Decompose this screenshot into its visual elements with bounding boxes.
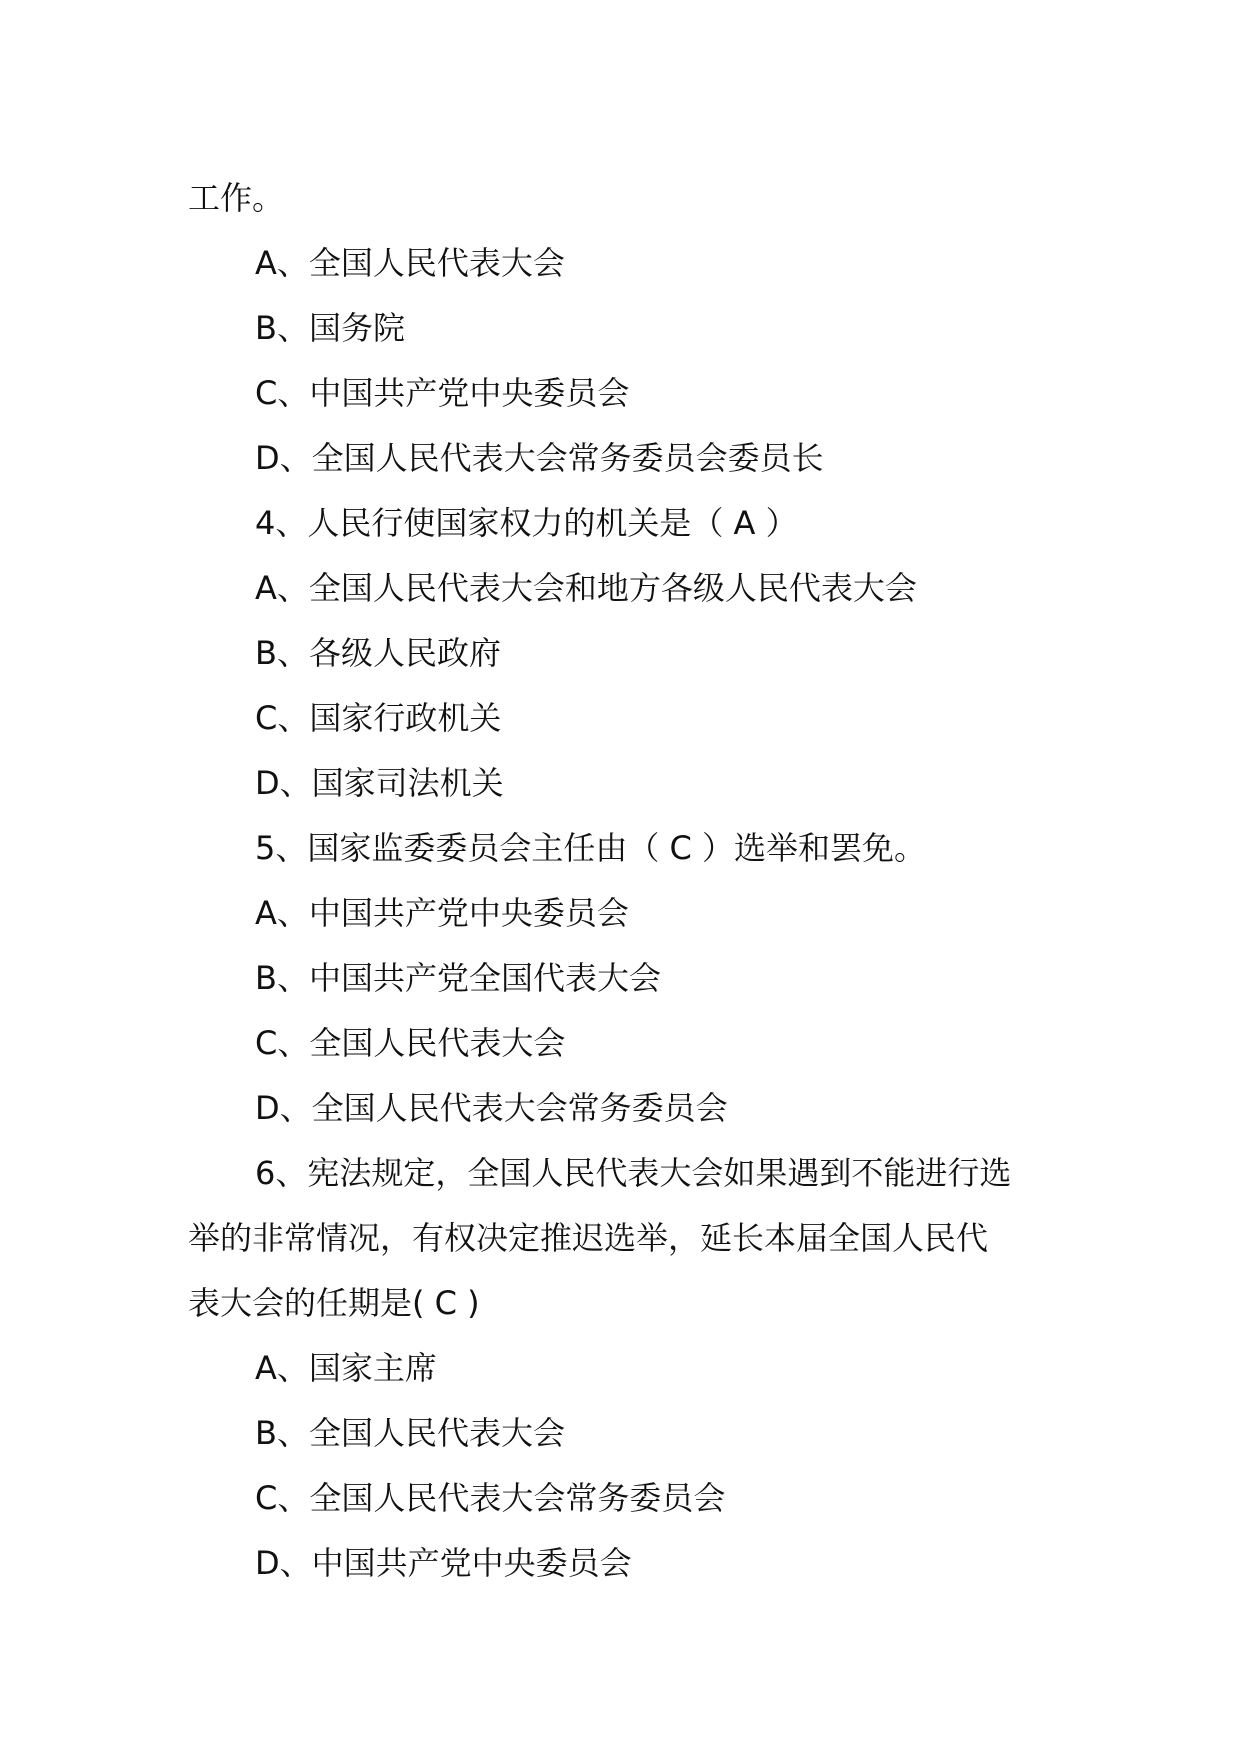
option-c: C、国家行政机关 [255,699,502,737]
option-a: A、全国人民代表大会和地方各级人民代表大会 [255,569,917,607]
option-b: B、中国共产党全国代表大会 [255,959,661,997]
question-6-line-1: 6、宪法规定，全国人民代表大会如果遇到不能进行选 [255,1154,1012,1192]
question-6-line-2: 举的非常情况，有权决定推迟选举，延长本届全国人民代 [188,1219,989,1257]
option-b: B、全国人民代表大会 [255,1414,565,1452]
option-a: A、中国共产党中央委员会 [255,894,629,932]
option-d: D、中国共产党中央委员会 [255,1544,632,1582]
option-d: D、国家司法机关 [255,764,504,802]
option-c: C、中国共产党中央委员会 [255,374,630,412]
option-a: A、全国人民代表大会 [255,244,565,282]
option-c: C、全国人民代表大会常务委员会 [255,1479,726,1517]
question-6-line-3: 表大会的任期是( C ) [188,1284,480,1322]
option-b: B、国务院 [255,309,405,347]
option-d: D、全国人民代表大会常务委员会委员长 [255,439,824,477]
question-4: 4、人民行使国家权力的机关是（ A ） [255,504,798,542]
option-c: C、全国人民代表大会 [255,1024,566,1062]
continued-question-text: 工作。 [188,179,285,217]
option-b: B、各级人民政府 [255,634,501,672]
option-d: D、全国人民代表大会常务委员会 [255,1089,728,1127]
question-5: 5、国家监委委员会主任由（ C ）选举和罢免。 [255,829,927,867]
option-a: A、国家主席 [255,1349,437,1387]
